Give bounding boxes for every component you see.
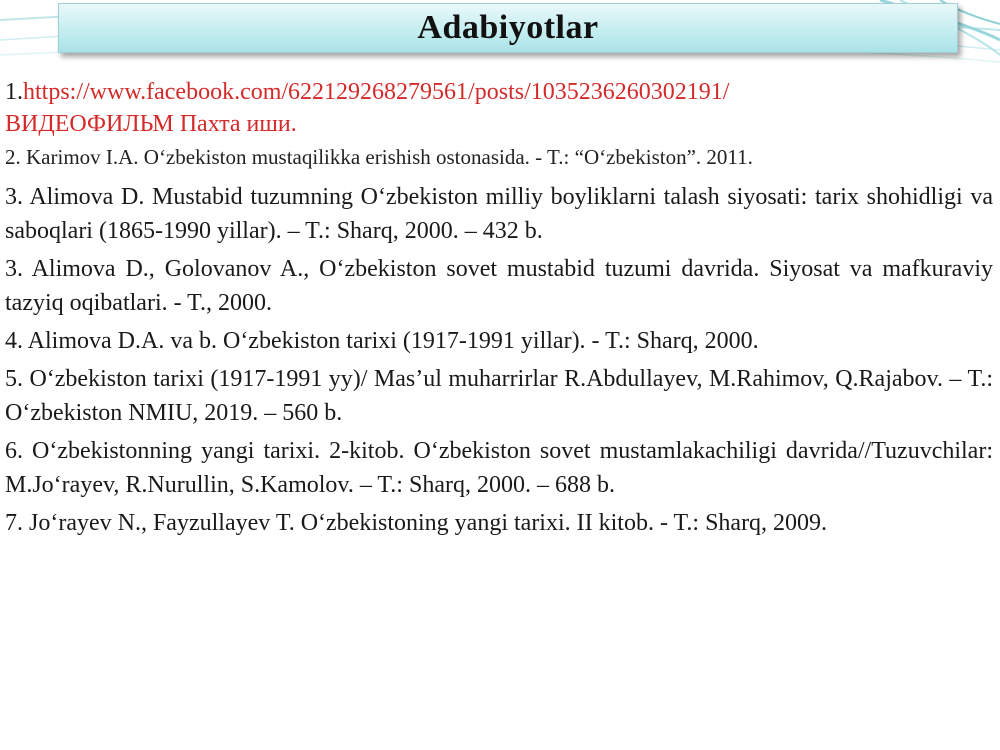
reference-list [5, 76, 993, 544]
reference-link[interactable]: https://www.facebook.com/622129268279561/posts/1035236260302191/ [23, 79, 730, 105]
reference-item-8: 7. Jo‘rayev N., Fayzullayev T. O‘zbekistoning yangi tarixi. II kitob. - T.: Sharq, 2009. [5, 510, 828, 536]
reference-item-7: 6. O‘zbekistonning yangi tarixi. 2-kitob. O‘zbekiston sovet mustamlakachiligi davrida//Tuzuvchilar: M.Jo‘rayev, R.Nurullin, S.Kamolov. – T.: Sharq, 2000. – 688 b. [5, 438, 993, 498]
reference-item-1 [5, 76, 993, 140]
reference-number: 1. [5, 79, 23, 105]
page-title: Adabiyotlar [417, 9, 599, 46]
reference-text: ВИДЕОФИЛЬМ Пахта иши. [5, 111, 297, 137]
reference-item-2: 2. Karimov I.A. O‘zbekiston mustaqilikka erishish ostonasida. - T.: “O‘zbekiston”. 2011. [5, 145, 753, 169]
reference-item-6: 5. O‘zbekiston tarixi (1917-1991 yy)/ Mas’ul muharrirlar R.Abdullayev, M.Rahimov, Q.Rajabov. – T.: O‘zbekiston NMIU, 2019. – 560 b. [5, 366, 993, 426]
reference-item-3: 3. Alimova D. Mustabid tuzumning O‘zbekiston milliy boyliklarni talash siyosati: tarix shohidligi va saboqlari (1865-1990 yillar). – T.: Sharq, 2000. – 432 b. [5, 184, 993, 244]
reference-item-4: 3. Alimova D., Golovanov A., O‘zbekiston sovet mustabid tuzumi davrida. Siyosat va mafkuraviy tazyiq oqibatlari. - T., 2000. [5, 256, 993, 316]
title-banner [58, 3, 958, 53]
reference-item-5: 4. Alimova D.A. va b. O‘zbekiston tarixi (1917-1991 yillar). - T.: Sharq, 2000. [5, 328, 759, 354]
